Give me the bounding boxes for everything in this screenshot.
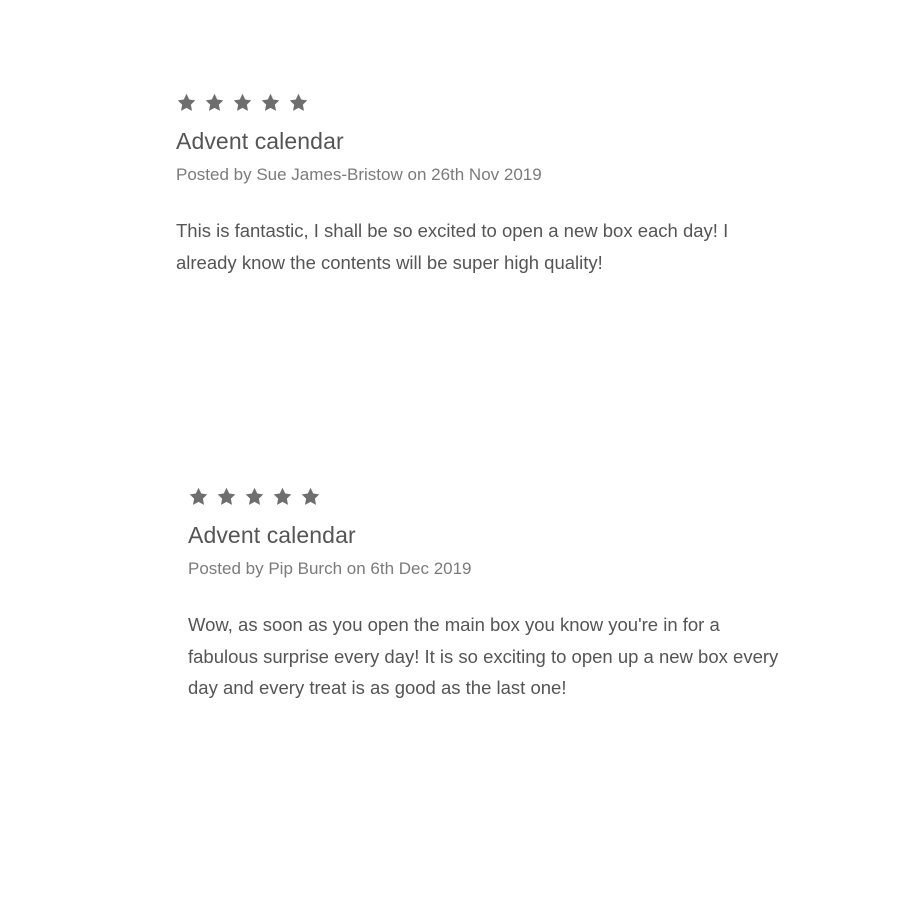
star-icon: [260, 92, 281, 113]
star-icon: [204, 92, 225, 113]
rating-stars: [176, 92, 796, 113]
review-item: [188, 486, 808, 704]
review-item: [176, 92, 796, 278]
review-title: Advent calendar: [176, 128, 344, 154]
star-icon: [288, 92, 309, 113]
review-meta: Posted by Pip Burch on 6th Dec 2019: [188, 558, 472, 578]
review-body: Wow, as soon as you open the main box you know you're in for a fabulous surprise every day! It is so exciting to open up a new box every day and every treat is as good as the last one!: [188, 613, 779, 699]
star-icon: [300, 486, 321, 507]
star-icon: [176, 92, 197, 113]
star-icon: [244, 486, 265, 507]
review-body: This is fantastic, I shall be so excited to open a new box each day! I already know the contents will be super high quality!: [176, 219, 729, 273]
star-icon: [232, 92, 253, 113]
review-meta: Posted by Sue James-Bristow on 26th Nov 2019: [176, 164, 542, 184]
star-icon: [272, 486, 293, 507]
rating-stars: [188, 486, 808, 507]
star-icon: [188, 486, 209, 507]
star-icon: [216, 486, 237, 507]
review-title: Advent calendar: [188, 522, 356, 548]
